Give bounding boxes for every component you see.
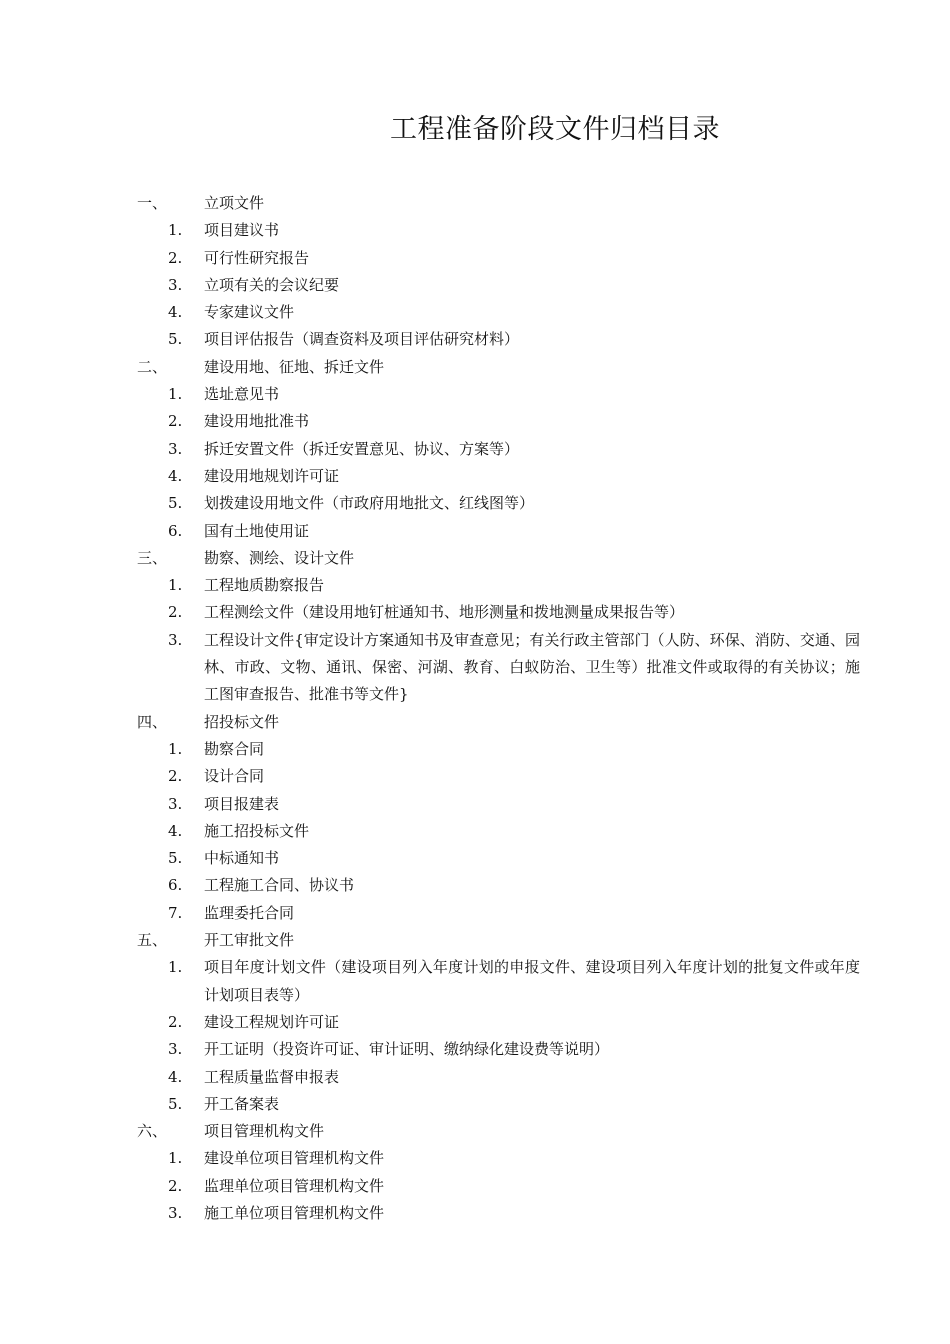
item-text: 建设工程规划许可证 xyxy=(204,1012,340,1031)
list-item xyxy=(0,408,950,435)
section-heading xyxy=(0,354,950,381)
item-number: 1. xyxy=(168,1149,183,1168)
item-text: 开工备案表 xyxy=(204,1094,280,1113)
table-of-contents xyxy=(0,190,950,1227)
item-text: 工程质量监督申报表 xyxy=(204,1067,340,1086)
section-number: 六、 xyxy=(137,1122,168,1141)
item-number: 1. xyxy=(168,221,183,240)
item-text: 项目建议书 xyxy=(204,221,280,240)
item-text: 项目报建表 xyxy=(204,794,280,813)
item-text: 工程施工合同、协议书 xyxy=(204,876,355,895)
item-number: 2. xyxy=(168,1012,183,1031)
list-item xyxy=(0,791,950,818)
section-label: 立项文件 xyxy=(204,194,265,212)
list-item xyxy=(0,245,950,272)
item-number: 4. xyxy=(168,821,183,840)
list-item xyxy=(0,872,950,899)
list-item xyxy=(0,217,950,244)
item-number: 3. xyxy=(168,275,183,294)
section-number: 一、 xyxy=(137,194,168,212)
item-number: 3. xyxy=(168,1040,183,1059)
list-item xyxy=(0,845,950,872)
list-item xyxy=(0,1036,950,1063)
item-text: 立项有关的会议纪要 xyxy=(204,275,340,294)
item-number: 6. xyxy=(168,876,183,895)
list-item xyxy=(0,272,950,299)
item-number: 4. xyxy=(168,466,183,485)
list-item xyxy=(0,818,950,845)
item-text: 可行性研究报告 xyxy=(204,248,310,267)
list-item xyxy=(0,627,950,709)
item-number: 2. xyxy=(168,603,183,622)
item-number: 2. xyxy=(168,412,183,431)
item-number: 2. xyxy=(168,248,183,267)
item-text: 开工证明（投资许可证、审计证明、缴纳绿化建设费等说明） xyxy=(204,1040,610,1059)
list-item xyxy=(0,436,950,463)
item-text: 项目年度计划文件（建设项目列入年度计划的申报文件、建设项目列入年度计划的批复文件或年度计划项目表等） xyxy=(204,958,860,1004)
item-number: 1. xyxy=(168,385,183,404)
item-text: 建设用地规划许可证 xyxy=(204,466,340,485)
list-item xyxy=(0,463,950,490)
item-text: 施工单位项目管理机构文件 xyxy=(204,1203,385,1222)
list-item xyxy=(0,299,950,326)
list-item xyxy=(0,1173,950,1200)
document-title: 工程准备阶段文件归档目录 xyxy=(390,114,720,145)
item-number: 3. xyxy=(168,439,183,458)
list-item xyxy=(0,900,950,927)
list-item xyxy=(0,518,950,545)
section-heading xyxy=(0,927,950,954)
item-number: 5. xyxy=(168,494,183,513)
item-number: 3. xyxy=(168,794,183,813)
list-item xyxy=(0,1145,950,1172)
list-item xyxy=(0,381,950,408)
item-number: 4. xyxy=(168,303,183,322)
item-number: 5. xyxy=(168,1094,183,1113)
section-number: 五、 xyxy=(137,931,168,950)
section-heading xyxy=(0,1118,950,1145)
section-heading xyxy=(0,545,950,572)
list-item xyxy=(0,1064,950,1091)
section-label: 招投标文件 xyxy=(204,712,280,731)
section-number: 三、 xyxy=(137,548,168,567)
section-heading xyxy=(0,709,950,736)
item-text: 工程测绘文件（建设用地钉桩通知书、地形测量和拨地测量成果报告等） xyxy=(204,603,685,622)
item-number: 6. xyxy=(168,521,183,540)
list-item xyxy=(0,490,950,517)
item-text: 选址意见书 xyxy=(204,385,280,404)
item-text: 拆迁安置文件（拆迁安置意见、协议、方案等） xyxy=(204,439,520,458)
list-item xyxy=(0,572,950,599)
section-number: 四、 xyxy=(137,712,168,731)
item-text: 中标通知书 xyxy=(204,849,280,868)
list-item xyxy=(0,599,950,626)
item-text: 项目评估报告（调查资料及项目评估研究材料） xyxy=(204,330,520,349)
list-item xyxy=(0,763,950,790)
item-text: 国有土地使用证 xyxy=(204,521,310,540)
section-label: 建设用地、征地、拆迁文件 xyxy=(204,357,385,376)
list-item xyxy=(0,1200,950,1227)
section-heading xyxy=(0,190,950,217)
list-item xyxy=(0,1009,950,1036)
item-text: 监理单位项目管理机构文件 xyxy=(204,1176,385,1195)
item-text: 工程地质勘察报告 xyxy=(204,576,325,595)
item-text: 勘察合同 xyxy=(204,739,265,758)
list-item xyxy=(0,1091,950,1118)
section-label: 项目管理机构文件 xyxy=(204,1122,325,1141)
item-text: 专家建议文件 xyxy=(204,303,295,322)
item-text: 建设单位项目管理机构文件 xyxy=(204,1149,385,1168)
item-text: 施工招投标文件 xyxy=(204,821,310,840)
item-text: 划拨建设用地文件（市政府用地批文、红线图等） xyxy=(204,494,535,513)
item-text: 设计合同 xyxy=(204,767,265,786)
item-text: 监理委托合同 xyxy=(204,903,295,922)
section-label: 开工审批文件 xyxy=(204,931,295,950)
item-number: 7. xyxy=(168,903,183,922)
item-number: 1. xyxy=(168,739,183,758)
item-number: 3. xyxy=(168,630,183,649)
section-label: 勘察、测绘、设计文件 xyxy=(204,548,355,567)
item-number: 3. xyxy=(168,1203,183,1222)
item-text: 工程设计文件{审定设计方案通知书及审查意见；有关行政主管部门（人防、环保、消防、交通、园林、市政、文物、通讯、保密、河湖、教育、白蚁防治、卫生等）批准文件或取得的有关协议；施工图审查报告、批准书等文件} xyxy=(204,630,860,704)
item-number: 5. xyxy=(168,849,183,868)
item-text: 建设用地批准书 xyxy=(204,412,310,431)
item-number: 4. xyxy=(168,1067,183,1086)
item-number: 2. xyxy=(168,767,183,786)
list-item xyxy=(0,736,950,763)
item-number: 1. xyxy=(168,576,183,595)
item-number: 5. xyxy=(168,330,183,349)
list-item xyxy=(0,954,950,1009)
item-number: 2. xyxy=(168,1176,183,1195)
list-item xyxy=(0,326,950,353)
item-number: 1. xyxy=(168,958,183,977)
section-number: 二、 xyxy=(137,357,168,376)
